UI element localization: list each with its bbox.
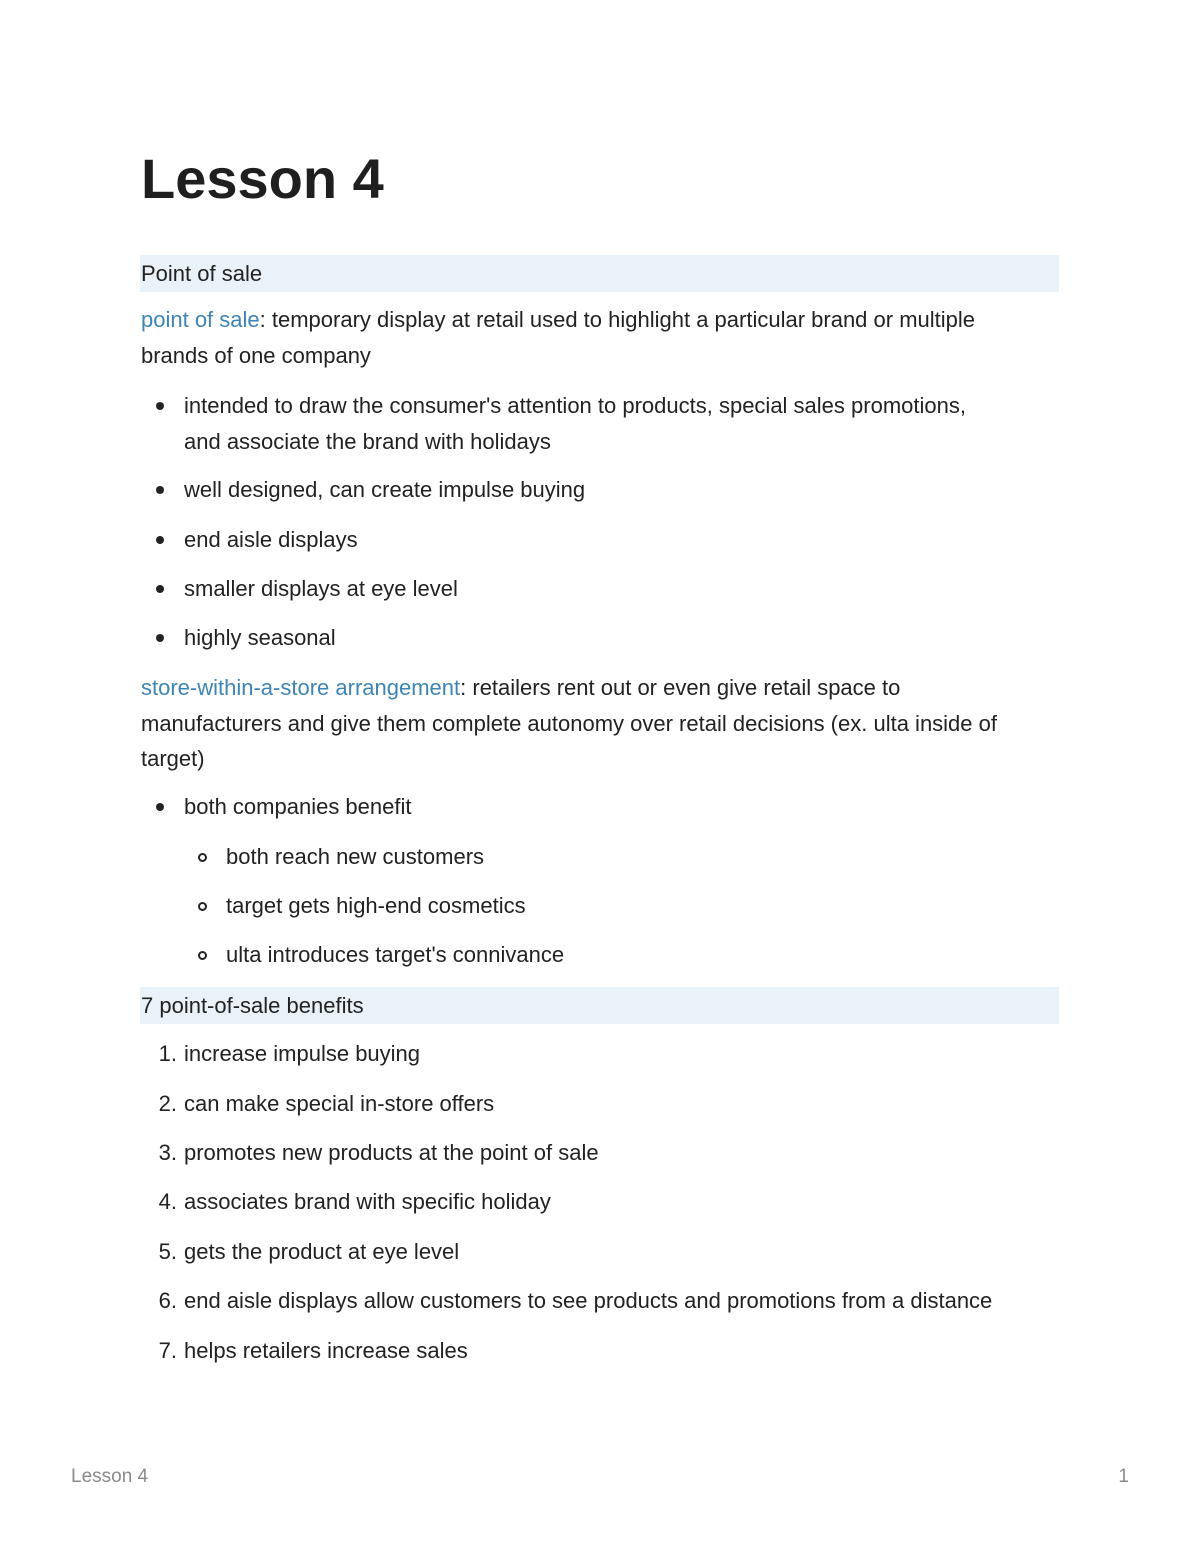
bullet-icon: [156, 634, 164, 642]
section-heading-point-of-sale: Point of sale: [140, 255, 1059, 292]
term-point-of-sale: point of sale: [141, 307, 260, 332]
definition-text: : temporary display at retail used to highlight a particular brand or multiple: [259, 307, 976, 332]
item-number: 5.: [158, 1239, 177, 1264]
page-title: Lesson 4: [141, 147, 384, 210]
numbered-item: [158, 1135, 1064, 1171]
item-number: 6.: [158, 1288, 177, 1313]
bullet-icon: [156, 585, 164, 593]
definition-point-of-sale: [141, 302, 1071, 373]
footer-title: Lesson 4: [71, 1466, 149, 1487]
item-number: 4.: [158, 1189, 177, 1214]
list-item-text: target gets high-end cosmetics: [226, 893, 526, 918]
item-number: 2.: [158, 1091, 177, 1116]
list-item-text: end aisle displays: [184, 527, 358, 552]
list-item-text: and associate the brand with holidays: [184, 428, 551, 454]
bullet-icon: [156, 486, 164, 494]
definition-text: manufacturers and give them complete autonomy over retail decisions (ex. ulta inside of: [141, 710, 997, 736]
hollow-bullet-icon: [198, 902, 207, 911]
bullet-icon: [156, 402, 164, 410]
numbered-item: [158, 1036, 1064, 1072]
section-heading-benefits: 7 point-of-sale benefits: [140, 987, 1059, 1024]
list-item-text: intended to draw the consumer's attention to products, special sales promotions,: [184, 393, 966, 418]
item-number: 3.: [158, 1140, 177, 1165]
sub-list-item: [226, 937, 1106, 973]
list-item-text: increase impulse buying: [184, 1041, 421, 1066]
numbered-item: [158, 1184, 1064, 1220]
list-item: [184, 571, 1064, 607]
list-item-text: both reach new customers: [226, 844, 485, 869]
item-number: 1.: [158, 1041, 177, 1066]
list-item-text: smaller displays at eye level: [184, 576, 458, 601]
bullet-icon: [156, 536, 164, 544]
hollow-bullet-icon: [198, 951, 207, 960]
list-item-text: well designed, can create impulse buying: [184, 477, 586, 502]
list-item-text: gets the product at eye level: [184, 1239, 460, 1264]
sub-list-item: [226, 839, 1106, 875]
page-number: 1: [1118, 1466, 1129, 1487]
list-item-text: highly seasonal: [184, 625, 336, 650]
numbered-item: [158, 1333, 1064, 1369]
definition-text: target): [141, 746, 205, 771]
list-item: [184, 789, 1064, 825]
list-item: [184, 472, 1064, 508]
list-item-text: ulta introduces target's connivance: [226, 942, 565, 967]
definition-text: brands of one company: [141, 342, 371, 368]
hollow-bullet-icon: [198, 853, 207, 862]
item-number: 7.: [158, 1338, 177, 1363]
list-item-text: can make special in-store offers: [184, 1091, 495, 1116]
list-item-text: promotes new products at the point of sale: [184, 1140, 599, 1165]
list-item-text: associates brand with specific holiday: [184, 1189, 551, 1214]
list-item-text: both companies benefit: [184, 794, 412, 819]
list-item: [184, 620, 1064, 656]
bullet-icon: [156, 803, 164, 811]
list-item: [184, 388, 1064, 459]
term-store-within-a-store: store-within-a-store arrangement: [141, 675, 461, 700]
sub-list-item: [226, 888, 1106, 924]
definition-text: : retailers rent out or even give retail space to: [460, 675, 901, 700]
definition-store-within-a-store: [141, 670, 1071, 777]
numbered-item: [158, 1283, 1064, 1319]
numbered-item: [158, 1086, 1064, 1122]
list-item-text: helps retailers increase sales: [184, 1338, 468, 1363]
numbered-item: [158, 1234, 1064, 1270]
list-item: [184, 522, 1064, 558]
list-item-text: end aisle displays allow customers to see products and promotions from a distance: [184, 1288, 993, 1313]
